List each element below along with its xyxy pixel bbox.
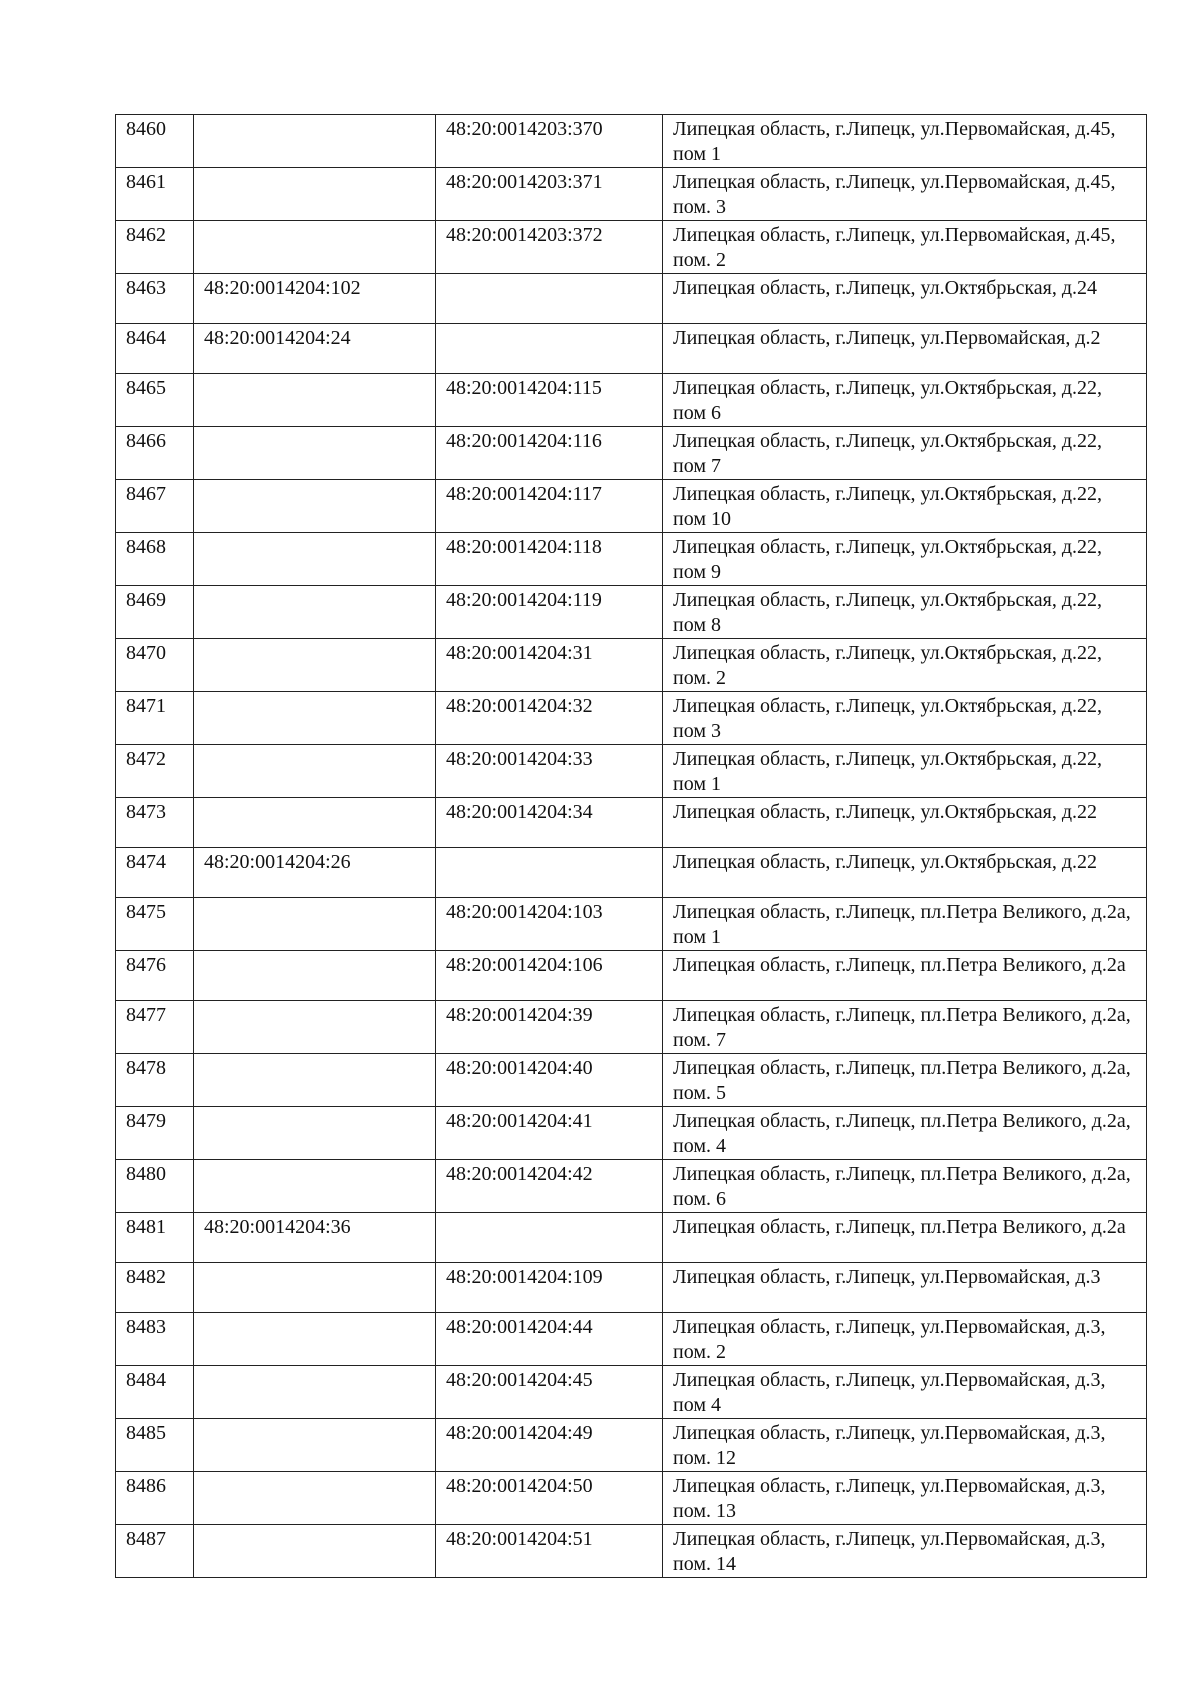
table-row [116, 274, 1147, 324]
row-number-cell: 8480 [116, 1160, 194, 1213]
address-cell: Липецкая область, г.Липецк, пл.Петра Великого, д.2а, пом 1 [663, 898, 1147, 951]
land-parcel-cadastral-cell [194, 1001, 436, 1054]
property-register-table [115, 114, 1147, 1578]
address-cell: Липецкая область, г.Липецк, пл.Петра Великого, д.2а, пом. 7 [663, 1001, 1147, 1054]
row-number-cell: 8481 [116, 1213, 194, 1263]
address-cell: Липецкая область, г.Липецк, ул.Первомайская, д.3, пом. 14 [663, 1525, 1147, 1578]
object-cadastral-cell: 48:20:0014204:41 [436, 1107, 663, 1160]
table-row [116, 1107, 1147, 1160]
land-parcel-cadastral-cell [194, 533, 436, 586]
row-number-cell: 8484 [116, 1366, 194, 1419]
land-parcel-cadastral-cell [194, 1525, 436, 1578]
row-number-cell: 8465 [116, 374, 194, 427]
table-row [116, 1054, 1147, 1107]
address-cell: Липецкая область, г.Липецк, ул.Первомайская, д.3, пом. 2 [663, 1313, 1147, 1366]
table-row [116, 1419, 1147, 1472]
row-number-cell: 8469 [116, 586, 194, 639]
table-row [116, 221, 1147, 274]
object-cadastral-cell [436, 274, 663, 324]
address-cell: Липецкая область, г.Липецк, ул.Первомайская, д.45, пом. 3 [663, 168, 1147, 221]
table-row [116, 324, 1147, 374]
object-cadastral-cell [436, 848, 663, 898]
object-cadastral-cell: 48:20:0014204:118 [436, 533, 663, 586]
row-number-cell: 8472 [116, 745, 194, 798]
address-cell: Липецкая область, г.Липецк, ул.Первомайская, д.3, пом. 12 [663, 1419, 1147, 1472]
table-row [116, 1366, 1147, 1419]
row-number-cell: 8478 [116, 1054, 194, 1107]
object-cadastral-cell: 48:20:0014204:117 [436, 480, 663, 533]
object-cadastral-cell: 48:20:0014204:109 [436, 1263, 663, 1313]
address-cell: Липецкая область, г.Липецк, ул.Октябрьская, д.22, пом 1 [663, 745, 1147, 798]
object-cadastral-cell: 48:20:0014204:50 [436, 1472, 663, 1525]
address-cell: Липецкая область, г.Липецк, ул.Октябрьская, д.22, пом 6 [663, 374, 1147, 427]
address-cell: Липецкая область, г.Липецк, ул.Октябрьская, д.22, пом 9 [663, 533, 1147, 586]
land-parcel-cadastral-cell [194, 798, 436, 848]
land-parcel-cadastral-cell [194, 586, 436, 639]
row-number-cell: 8479 [116, 1107, 194, 1160]
row-number-cell: 8461 [116, 168, 194, 221]
table-row [116, 1160, 1147, 1213]
address-cell: Липецкая область, г.Липецк, ул.Октябрьская, д.22, пом 10 [663, 480, 1147, 533]
table-row [116, 951, 1147, 1001]
row-number-cell: 8487 [116, 1525, 194, 1578]
object-cadastral-cell: 48:20:0014204:116 [436, 427, 663, 480]
table-row [116, 374, 1147, 427]
row-number-cell: 8486 [116, 1472, 194, 1525]
table-row [116, 798, 1147, 848]
land-parcel-cadastral-cell [194, 898, 436, 951]
land-parcel-cadastral-cell [194, 115, 436, 168]
row-number-cell: 8474 [116, 848, 194, 898]
object-cadastral-cell: 48:20:0014204:119 [436, 586, 663, 639]
land-parcel-cadastral-cell [194, 639, 436, 692]
land-parcel-cadastral-cell [194, 1366, 436, 1419]
row-number-cell: 8473 [116, 798, 194, 848]
object-cadastral-cell: 48:20:0014203:371 [436, 168, 663, 221]
row-number-cell: 8485 [116, 1419, 194, 1472]
land-parcel-cadastral-cell: 48:20:0014204:102 [194, 274, 436, 324]
land-parcel-cadastral-cell [194, 951, 436, 1001]
row-number-cell: 8471 [116, 692, 194, 745]
land-parcel-cadastral-cell [194, 1313, 436, 1366]
object-cadastral-cell: 48:20:0014204:39 [436, 1001, 663, 1054]
address-cell: Липецкая область, г.Липецк, ул.Октябрьская, д.22, пом 7 [663, 427, 1147, 480]
land-parcel-cadastral-cell: 48:20:0014204:26 [194, 848, 436, 898]
address-cell: Липецкая область, г.Липецк, ул.Октябрьская, д.22 [663, 798, 1147, 848]
row-number-cell: 8460 [116, 115, 194, 168]
table-row [116, 533, 1147, 586]
row-number-cell: 8477 [116, 1001, 194, 1054]
object-cadastral-cell: 48:20:0014204:31 [436, 639, 663, 692]
address-cell: Липецкая область, г.Липецк, ул.Первомайская, д.3 [663, 1263, 1147, 1313]
address-cell: Липецкая область, г.Липецк, ул.Октябрьская, д.22, пом 8 [663, 586, 1147, 639]
object-cadastral-cell [436, 1213, 663, 1263]
row-number-cell: 8475 [116, 898, 194, 951]
table-row [116, 1472, 1147, 1525]
address-cell: Липецкая область, г.Липецк, ул.Первомайская, д.3, пом 4 [663, 1366, 1147, 1419]
address-cell: Липецкая область, г.Липецк, ул.Октябрьская, д.22, пом. 2 [663, 639, 1147, 692]
table-row [116, 745, 1147, 798]
object-cadastral-cell: 48:20:0014204:32 [436, 692, 663, 745]
object-cadastral-cell: 48:20:0014203:372 [436, 221, 663, 274]
land-parcel-cadastral-cell [194, 427, 436, 480]
table-row [116, 115, 1147, 168]
row-number-cell: 8464 [116, 324, 194, 374]
address-cell: Липецкая область, г.Липецк, ул.Октябрьская, д.24 [663, 274, 1147, 324]
table-row [116, 1263, 1147, 1313]
table-row [116, 480, 1147, 533]
address-cell: Липецкая область, г.Липецк, пл.Петра Великого, д.2а [663, 951, 1147, 1001]
table-row [116, 639, 1147, 692]
row-number-cell: 8462 [116, 221, 194, 274]
object-cadastral-cell: 48:20:0014204:45 [436, 1366, 663, 1419]
row-number-cell: 8463 [116, 274, 194, 324]
land-parcel-cadastral-cell: 48:20:0014204:24 [194, 324, 436, 374]
table-row [116, 1313, 1147, 1366]
address-cell: Липецкая область, г.Липецк, пл.Петра Великого, д.2а, пом. 4 [663, 1107, 1147, 1160]
address-cell: Липецкая область, г.Липецк, пл.Петра Великого, д.2а [663, 1213, 1147, 1263]
address-cell: Липецкая область, г.Липецк, пл.Петра Великого, д.2а, пом. 6 [663, 1160, 1147, 1213]
object-cadastral-cell: 48:20:0014204:34 [436, 798, 663, 848]
row-number-cell: 8470 [116, 639, 194, 692]
object-cadastral-cell [436, 324, 663, 374]
land-parcel-cadastral-cell [194, 1160, 436, 1213]
land-parcel-cadastral-cell [194, 221, 436, 274]
land-parcel-cadastral-cell: 48:20:0014204:36 [194, 1213, 436, 1263]
object-cadastral-cell: 48:20:0014204:49 [436, 1419, 663, 1472]
table-body [116, 115, 1147, 1578]
table-row [116, 427, 1147, 480]
row-number-cell: 8482 [116, 1263, 194, 1313]
object-cadastral-cell: 48:20:0014204:33 [436, 745, 663, 798]
object-cadastral-cell: 48:20:0014203:370 [436, 115, 663, 168]
object-cadastral-cell: 48:20:0014204:51 [436, 1525, 663, 1578]
table-row [116, 168, 1147, 221]
table-row [116, 1525, 1147, 1578]
land-parcel-cadastral-cell [194, 374, 436, 427]
land-parcel-cadastral-cell [194, 168, 436, 221]
row-number-cell: 8467 [116, 480, 194, 533]
land-parcel-cadastral-cell [194, 1054, 436, 1107]
object-cadastral-cell: 48:20:0014204:40 [436, 1054, 663, 1107]
table-row [116, 692, 1147, 745]
table-row [116, 848, 1147, 898]
object-cadastral-cell: 48:20:0014204:42 [436, 1160, 663, 1213]
land-parcel-cadastral-cell [194, 1472, 436, 1525]
table-row [116, 586, 1147, 639]
address-cell: Липецкая область, г.Липецк, пл.Петра Великого, д.2а, пом. 5 [663, 1054, 1147, 1107]
land-parcel-cadastral-cell [194, 745, 436, 798]
land-parcel-cadastral-cell [194, 480, 436, 533]
address-cell: Липецкая область, г.Липецк, ул.Первомайская, д.2 [663, 324, 1147, 374]
land-parcel-cadastral-cell [194, 692, 436, 745]
object-cadastral-cell: 48:20:0014204:106 [436, 951, 663, 1001]
row-number-cell: 8466 [116, 427, 194, 480]
object-cadastral-cell: 48:20:0014204:115 [436, 374, 663, 427]
object-cadastral-cell: 48:20:0014204:103 [436, 898, 663, 951]
address-cell: Липецкая область, г.Липецк, ул.Первомайская, д.3, пом. 13 [663, 1472, 1147, 1525]
table-row [116, 898, 1147, 951]
land-parcel-cadastral-cell [194, 1263, 436, 1313]
address-cell: Липецкая область, г.Липецк, ул.Октябрьская, д.22, пом 3 [663, 692, 1147, 745]
row-number-cell: 8468 [116, 533, 194, 586]
table-row [116, 1213, 1147, 1263]
object-cadastral-cell: 48:20:0014204:44 [436, 1313, 663, 1366]
row-number-cell: 8476 [116, 951, 194, 1001]
land-parcel-cadastral-cell [194, 1107, 436, 1160]
table-row [116, 1001, 1147, 1054]
land-parcel-cadastral-cell [194, 1419, 436, 1472]
row-number-cell: 8483 [116, 1313, 194, 1366]
address-cell: Липецкая область, г.Липецк, ул.Первомайская, д.45, пом 1 [663, 115, 1147, 168]
address-cell: Липецкая область, г.Липецк, ул.Октябрьская, д.22 [663, 848, 1147, 898]
address-cell: Липецкая область, г.Липецк, ул.Первомайская, д.45, пом. 2 [663, 221, 1147, 274]
